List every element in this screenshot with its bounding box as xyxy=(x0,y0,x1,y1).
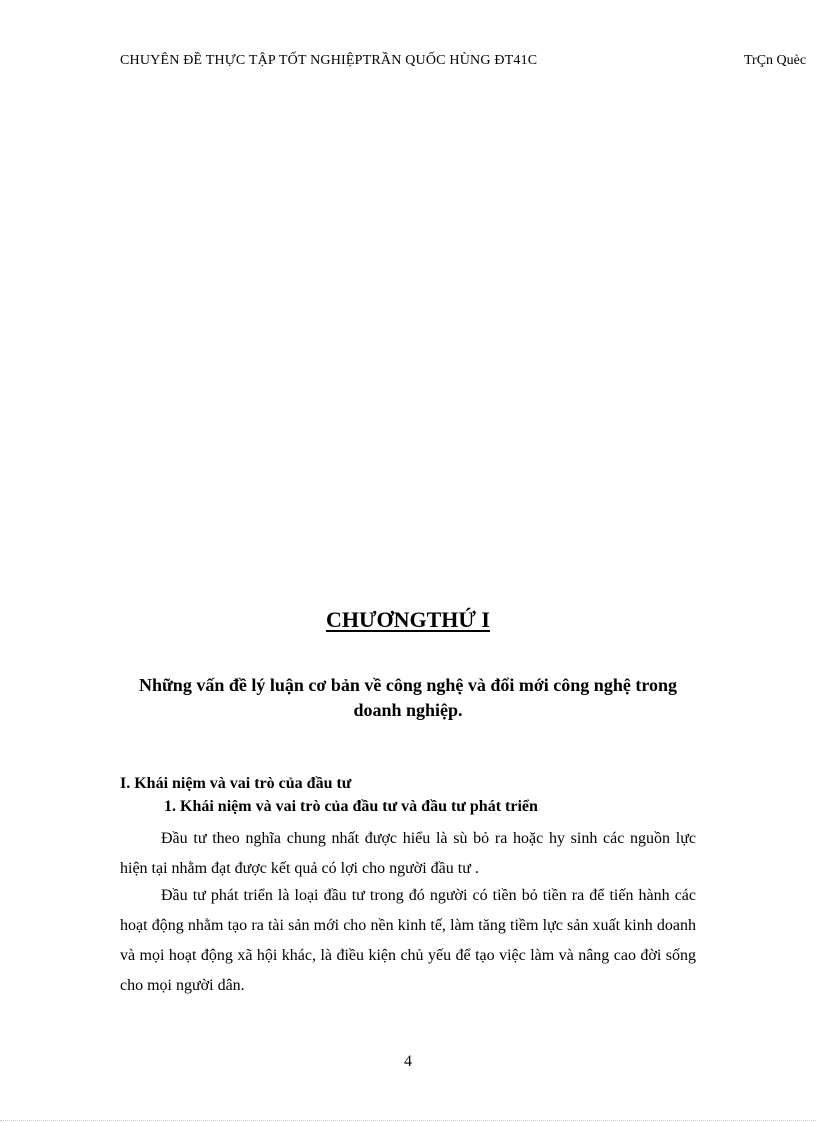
subsection-heading: 1. Khái niệm và vai trò của đầu tư và đầu tư phát triển xyxy=(164,798,538,815)
page-bottom-divider xyxy=(0,1120,816,1121)
section-heading: I. Khái niệm và vai trò của đầu tư xyxy=(120,775,352,792)
body-paragraph: Đầu tư phát triển là loại đầu tư trong đó người có tiền bỏ tiền ra để tiến hành các hoạt động nhằm tạo ra tài sản mới cho nền kinh tế, làm tăng tiềm lực sản xuất kinh doanh và mọi hoạt động xã hội khác, là điều kiện chủ yếu để tạo việc làm và nâng cao đời sống cho mọi người dân. xyxy=(120,887,696,994)
body-paragraph: Đầu tư theo nghĩa chung nhất được hiểu là sù bỏ ra hoặc hy sinh các nguồn lực hiện tại nhằm đạt được kết quả có lợi cho người đầu tư . xyxy=(120,830,696,877)
chapter-subtitle: Những vấn đề lý luận cơ bản về công nghệ và đổi mới công nghệ trong doanh nghiệp. xyxy=(139,675,677,720)
chapter-title: CHƯƠNGTHỨ I xyxy=(326,607,490,632)
running-header-author: TrÇn Quèc xyxy=(744,53,807,68)
page-number: 4 xyxy=(404,1053,412,1070)
running-header-title: CHUYÊN ĐỀ THỰC TẬP TỐT NGHIỆPTRẦN QUỐC HÙNG ĐT41C xyxy=(120,53,538,68)
